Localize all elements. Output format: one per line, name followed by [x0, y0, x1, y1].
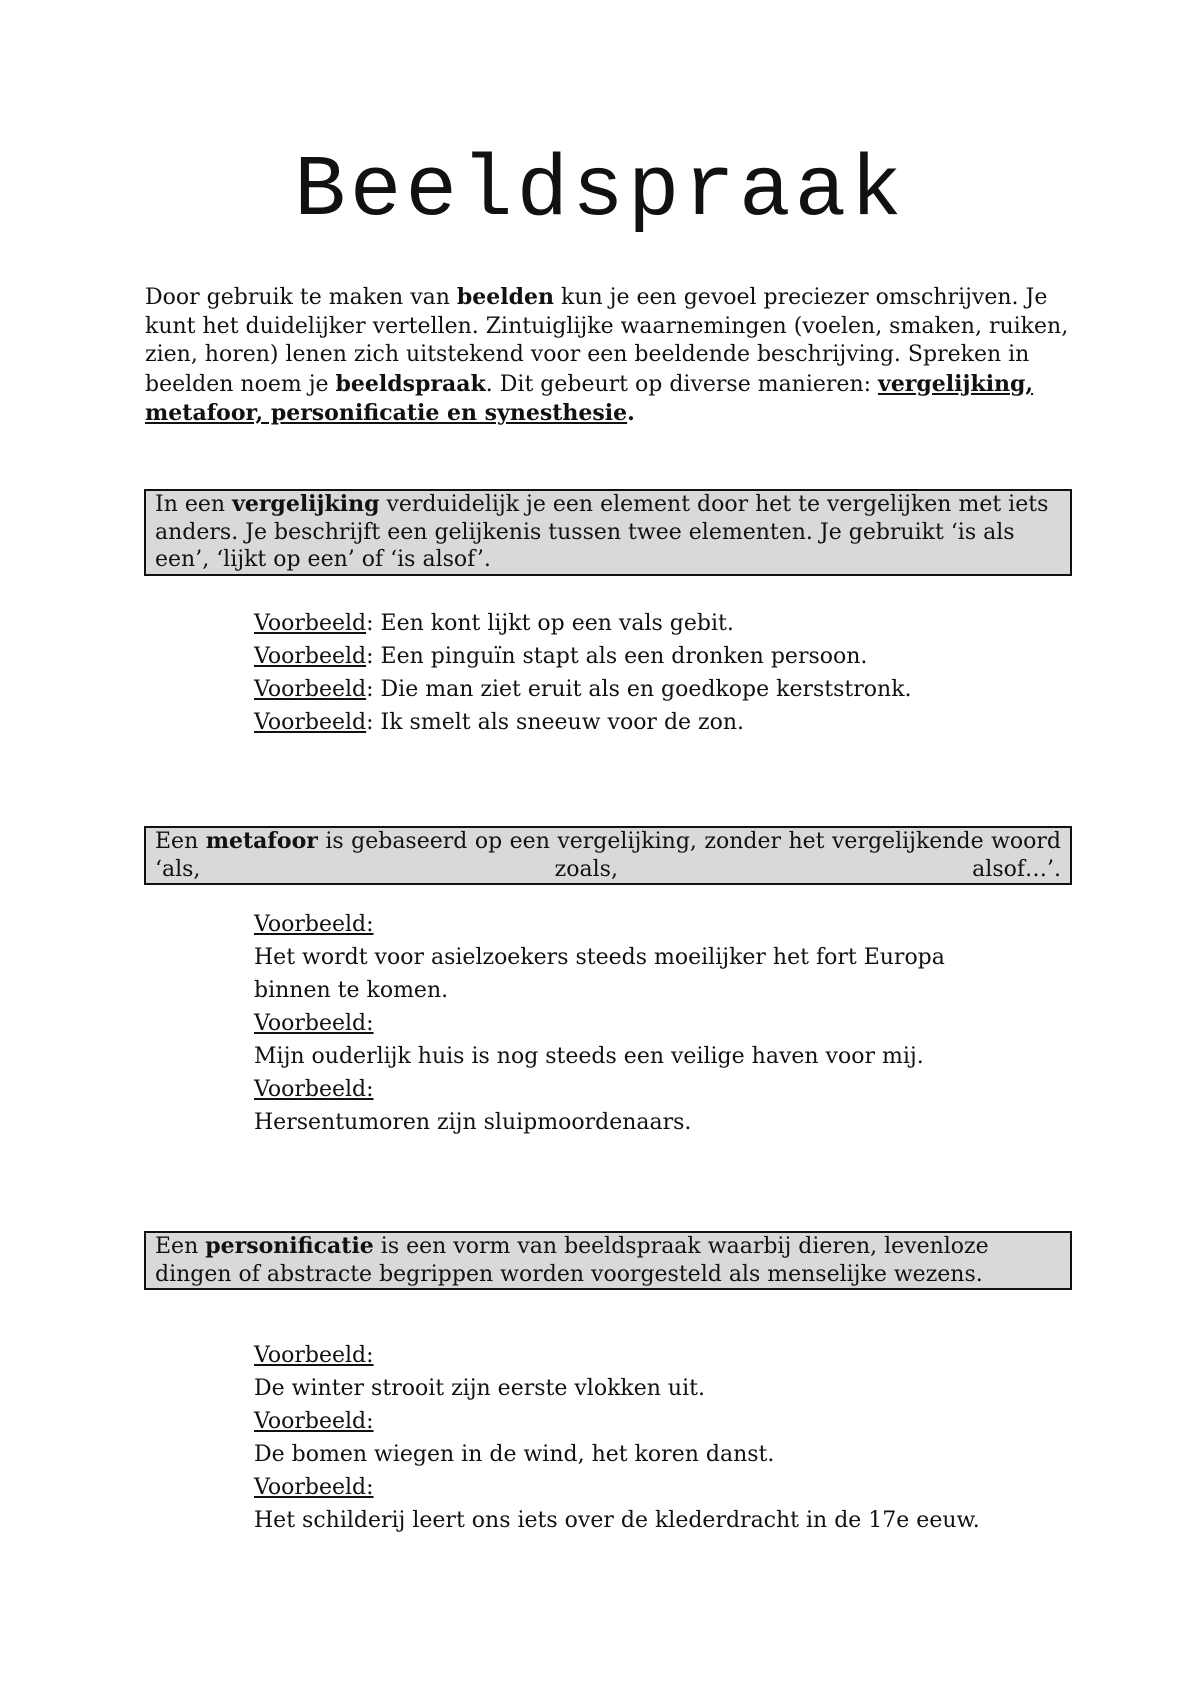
- definition-text: is gebaseerd op een vergelijking, zonder het vergelijkende woord ‘als, zoals, alsof…’.: [155, 829, 1061, 882]
- example-item: [254, 706, 912, 739]
- example-label: Voorbeeld:: [254, 912, 374, 937]
- example-text: De bomen wiegen in de wind, het koren danst.: [254, 1442, 775, 1467]
- intro-terms-list: vergelijking, metafoor, personificatie en synesthesie: [145, 370, 1034, 426]
- example-text: Hersentumoren zijn sluipmoordenaars.: [254, 1110, 692, 1135]
- example-label: Voorbeeld:: [254, 1343, 374, 1368]
- example-text: Ik smelt als sneeuw voor de zon.: [380, 710, 745, 735]
- example-text: Het schilderij leert ons iets over de klederdracht in de 17e eeuw.: [254, 1508, 980, 1533]
- example-label-row: [254, 908, 945, 941]
- page-title: Beeldspraak: [294, 142, 906, 240]
- example-list-metafoor: [254, 908, 945, 1139]
- definition-text: is een vorm van beeldspraak waarbij dieren, levenloze dingen of abstracte begrippen worden voorgesteld als menselijke wezens.: [155, 1234, 989, 1287]
- example-text: Mijn ouderlijk huis is nog steeds een veilige haven voor mij.: [254, 1044, 924, 1069]
- example-label: Voorbeeld:: [254, 1409, 374, 1434]
- definition-term: metafoor: [205, 828, 318, 854]
- intro-end: .: [627, 400, 635, 426]
- example-item: [254, 607, 912, 640]
- example-separator: :: [366, 644, 381, 669]
- example-label: Voorbeeld: [254, 677, 367, 702]
- example-separator: :: [366, 710, 381, 735]
- example-label-row: [254, 1339, 980, 1372]
- example-list-personificatie: [254, 1339, 980, 1537]
- intro-text-1: Door gebruik te maken van: [145, 285, 457, 310]
- example-text: Het wordt voor asielzoekers steeds moeilijker het fort Europa: [254, 945, 945, 970]
- example-label: Voorbeeld: [254, 644, 367, 669]
- example-label-row: [254, 1073, 945, 1106]
- example-text: binnen te komen.: [254, 978, 449, 1003]
- example-label: Voorbeeld:: [254, 1475, 374, 1500]
- definition-box-metafoor: [144, 826, 1072, 885]
- example-separator: :: [366, 677, 381, 702]
- intro-text-2: kun je een gevoel preciezer omschrijven. Je kunt het duidelijker vertellen. Zintuiglijke waarnemingen (voelen, smaken, ruiken, zien, horen) lenen zich uitstekend voor een beeldende beschrijving. Spreken in beelden noem je: [145, 285, 1069, 397]
- example-label-row: [254, 1471, 980, 1504]
- example-item: [254, 640, 912, 673]
- definition-box-personificatie: [144, 1231, 1072, 1290]
- example-text: Een kont lijkt op een vals gebit.: [380, 611, 734, 636]
- intro-paragraph: [145, 283, 1075, 429]
- example-label: Voorbeeld:: [254, 1077, 374, 1102]
- example-label: Voorbeeld: [254, 710, 367, 735]
- intro-text-3: . Dit gebeurt op diverse manieren:: [485, 371, 879, 397]
- definition-term: vergelijking: [232, 491, 380, 517]
- example-label-row: [254, 1007, 945, 1040]
- example-text: De winter strooit zijn eerste vlokken uit.: [254, 1376, 705, 1401]
- intro-term-beeldspraak: beeldspraak: [335, 370, 486, 397]
- definition-pre: Een: [155, 1234, 206, 1259]
- definition-term: personificatie: [205, 1233, 374, 1259]
- example-list-vergelijking: [254, 607, 912, 739]
- example-label-row: [254, 1405, 980, 1438]
- example-separator: :: [366, 611, 381, 636]
- example-text: Een pinguïn stapt als een dronken persoon.: [380, 644, 868, 669]
- example-label: Voorbeeld: [254, 611, 367, 636]
- example-text: Die man ziet eruit als en goedkope kerststronk.: [380, 677, 912, 702]
- example-label: Voorbeeld:: [254, 1011, 374, 1036]
- definition-text: verduidelijk je een element door het te vergelijken met iets anders. Je beschrijft een gelijkenis tussen twee elementen. Je gebruikt ‘is als een’, ‘lijkt op een’ of ‘is alsof’.: [155, 492, 1049, 572]
- definition-pre: In een: [155, 492, 233, 517]
- intro-term-beelden: beelden: [456, 284, 555, 310]
- definition-pre: Een: [155, 829, 206, 854]
- example-item: [254, 673, 912, 706]
- definition-box-vergelijking: [144, 489, 1072, 576]
